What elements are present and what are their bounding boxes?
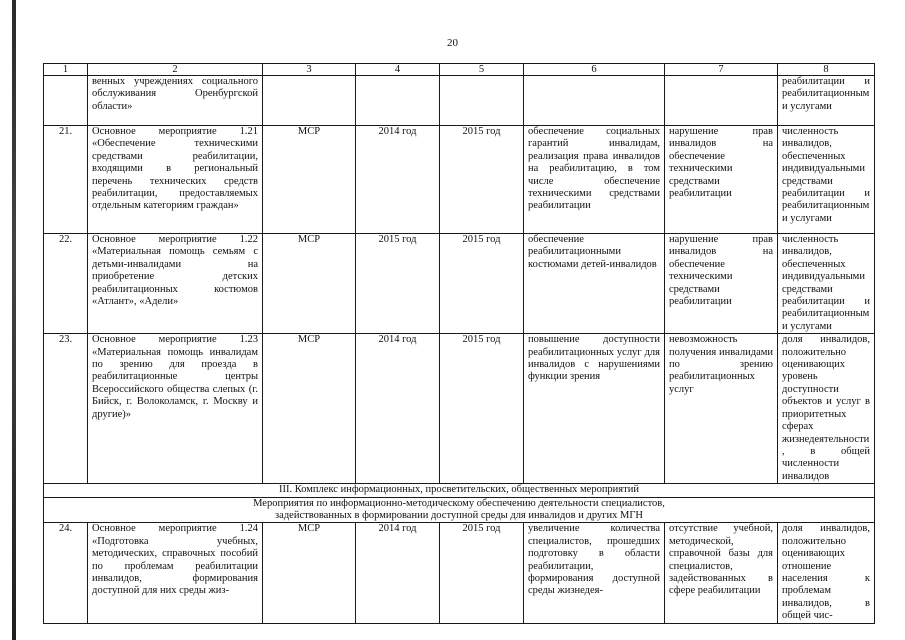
measure-cell: Основное мероприятие 1.23 «Материальная помощь инвалидам по зрению для проезда в реабилитационные центры Всероссийского общества слепых (г. Бийск, г. Волоколамск, г. Москву и другие)» (88, 334, 263, 484)
expected-result-cell: обеспечение социальных гарантий инвалидам, реализация права инвалидов на реабилитацию, в том числе обеспечение техническими средствами реабилитации (524, 126, 665, 234)
section-heading-row (44, 484, 875, 497)
consequence-cell: отсутствие учебной, методической, справочной базы для специалистов, задействованных в сфере реабилитации (665, 523, 778, 623)
expected-result-cell: увеличение количества специалистов, прошедших подготовку в области реабилитации, формирования доступной среды жизнедея- (524, 523, 665, 623)
table-row (44, 523, 875, 623)
start-year-cell: 2014 год (356, 126, 440, 234)
table-row (44, 234, 875, 334)
expected-result-cell: повышение доступности реабилитационных услуг для инвалидов с нарушениями функции зрения (524, 334, 665, 484)
expected-result-cell: обеспечение реабилитационными костюмами детей-инвалидов (524, 234, 665, 334)
measure-cell: венных учреждениях социального обслуживания Оренбургской области» (88, 76, 263, 126)
table-row (44, 126, 875, 234)
start-year-cell: 2014 год (356, 523, 440, 623)
column-number: 2 (88, 64, 263, 76)
consequence-cell: нарушение прав инвалидов на обеспечение техническими средствами реабилитации (665, 126, 778, 234)
subsection-heading-row (44, 497, 875, 523)
start-year-cell: 2015 год (356, 234, 440, 334)
executor-cell: МСР (263, 334, 356, 484)
column-number: 1 (44, 64, 88, 76)
end-year-cell: 2015 год (440, 523, 524, 623)
column-number: 5 (440, 64, 524, 76)
subsection-heading-line: задействованных в формировании доступной среды для инвалидов и других МГН (275, 509, 643, 521)
end-year-cell: 2015 год (440, 234, 524, 334)
continuation-row (44, 76, 875, 126)
end-year-cell: 2015 год (440, 126, 524, 234)
column-number: 4 (356, 64, 440, 76)
start-year-cell: 2014 год (356, 334, 440, 484)
subsection-heading (44, 497, 875, 523)
row-number: 23. (44, 334, 88, 484)
indicator-cell: доля инвалидов, положительно оценивающих отношение населения к проблемам инвалидов, в общей чис- (778, 523, 875, 623)
row-number: 22. (44, 234, 88, 334)
indicator-cell: доля инвалидов, положительно оценивающих уровень доступности объектов и услуг в приоритетных сферах жизнедеятельности, в общей численности инвалидов (778, 334, 875, 484)
executor-cell: МСР (263, 234, 356, 334)
consequence-cell: нарушение прав инвалидов на обеспечение техническими средствами реабилитации (665, 234, 778, 334)
executor-cell: МСР (263, 523, 356, 623)
indicator-cell: реабилитации и реабилитационными услугами (778, 76, 875, 126)
page-number: 20 (447, 37, 458, 49)
column-number: 3 (263, 64, 356, 76)
scan-edge-shadow (12, 0, 16, 640)
measure-cell: Основное мероприятие 1.24 «Подготовка учебных, методических, справочных пособий по проблемам реабилитации инвалидов, формирования доступной для них среды жиз- (88, 523, 263, 623)
row-number: 24. (44, 523, 88, 623)
executor-cell: МСР (263, 126, 356, 234)
column-number: 8 (778, 64, 875, 76)
consequence-cell: невозможность получения инвалидами по зрению реабилитационных услуг (665, 334, 778, 484)
indicator-cell: численность инвалидов, обеспеченных индивидуальными средствами реабилитации и реабилитационными услугами (778, 126, 875, 234)
measure-cell: Основное мероприятие 1.22 «Материальная помощь семьям с детьми-инвалидами на приобретение детских реабилитационных костюмов «Атлант», «Адели» (88, 234, 263, 334)
indicator-cell: численность инвалидов, обеспеченных индивидуальными средствами реабилитации и реабилитационными услугами (778, 234, 875, 334)
subsection-heading-line: Мероприятия по информационно-методическому обеспечению деятельности специалистов, (253, 497, 665, 509)
section-heading: III. Комплекс информационных, просветительских, общественных мероприятий (44, 484, 875, 497)
program-measures-table (43, 63, 875, 624)
table-row (44, 334, 875, 484)
end-year-cell: 2015 год (440, 334, 524, 484)
column-number: 6 (524, 64, 665, 76)
row-number: 21. (44, 126, 88, 234)
measure-cell: Основное мероприятие 1.21 «Обеспечение техническими средствами реабилитации, входящими в региональный перечень технических средств реабилитации, предоставляемых отдельным категориям граждан» (88, 126, 263, 234)
column-number: 7 (665, 64, 778, 76)
column-number-row (44, 64, 875, 76)
